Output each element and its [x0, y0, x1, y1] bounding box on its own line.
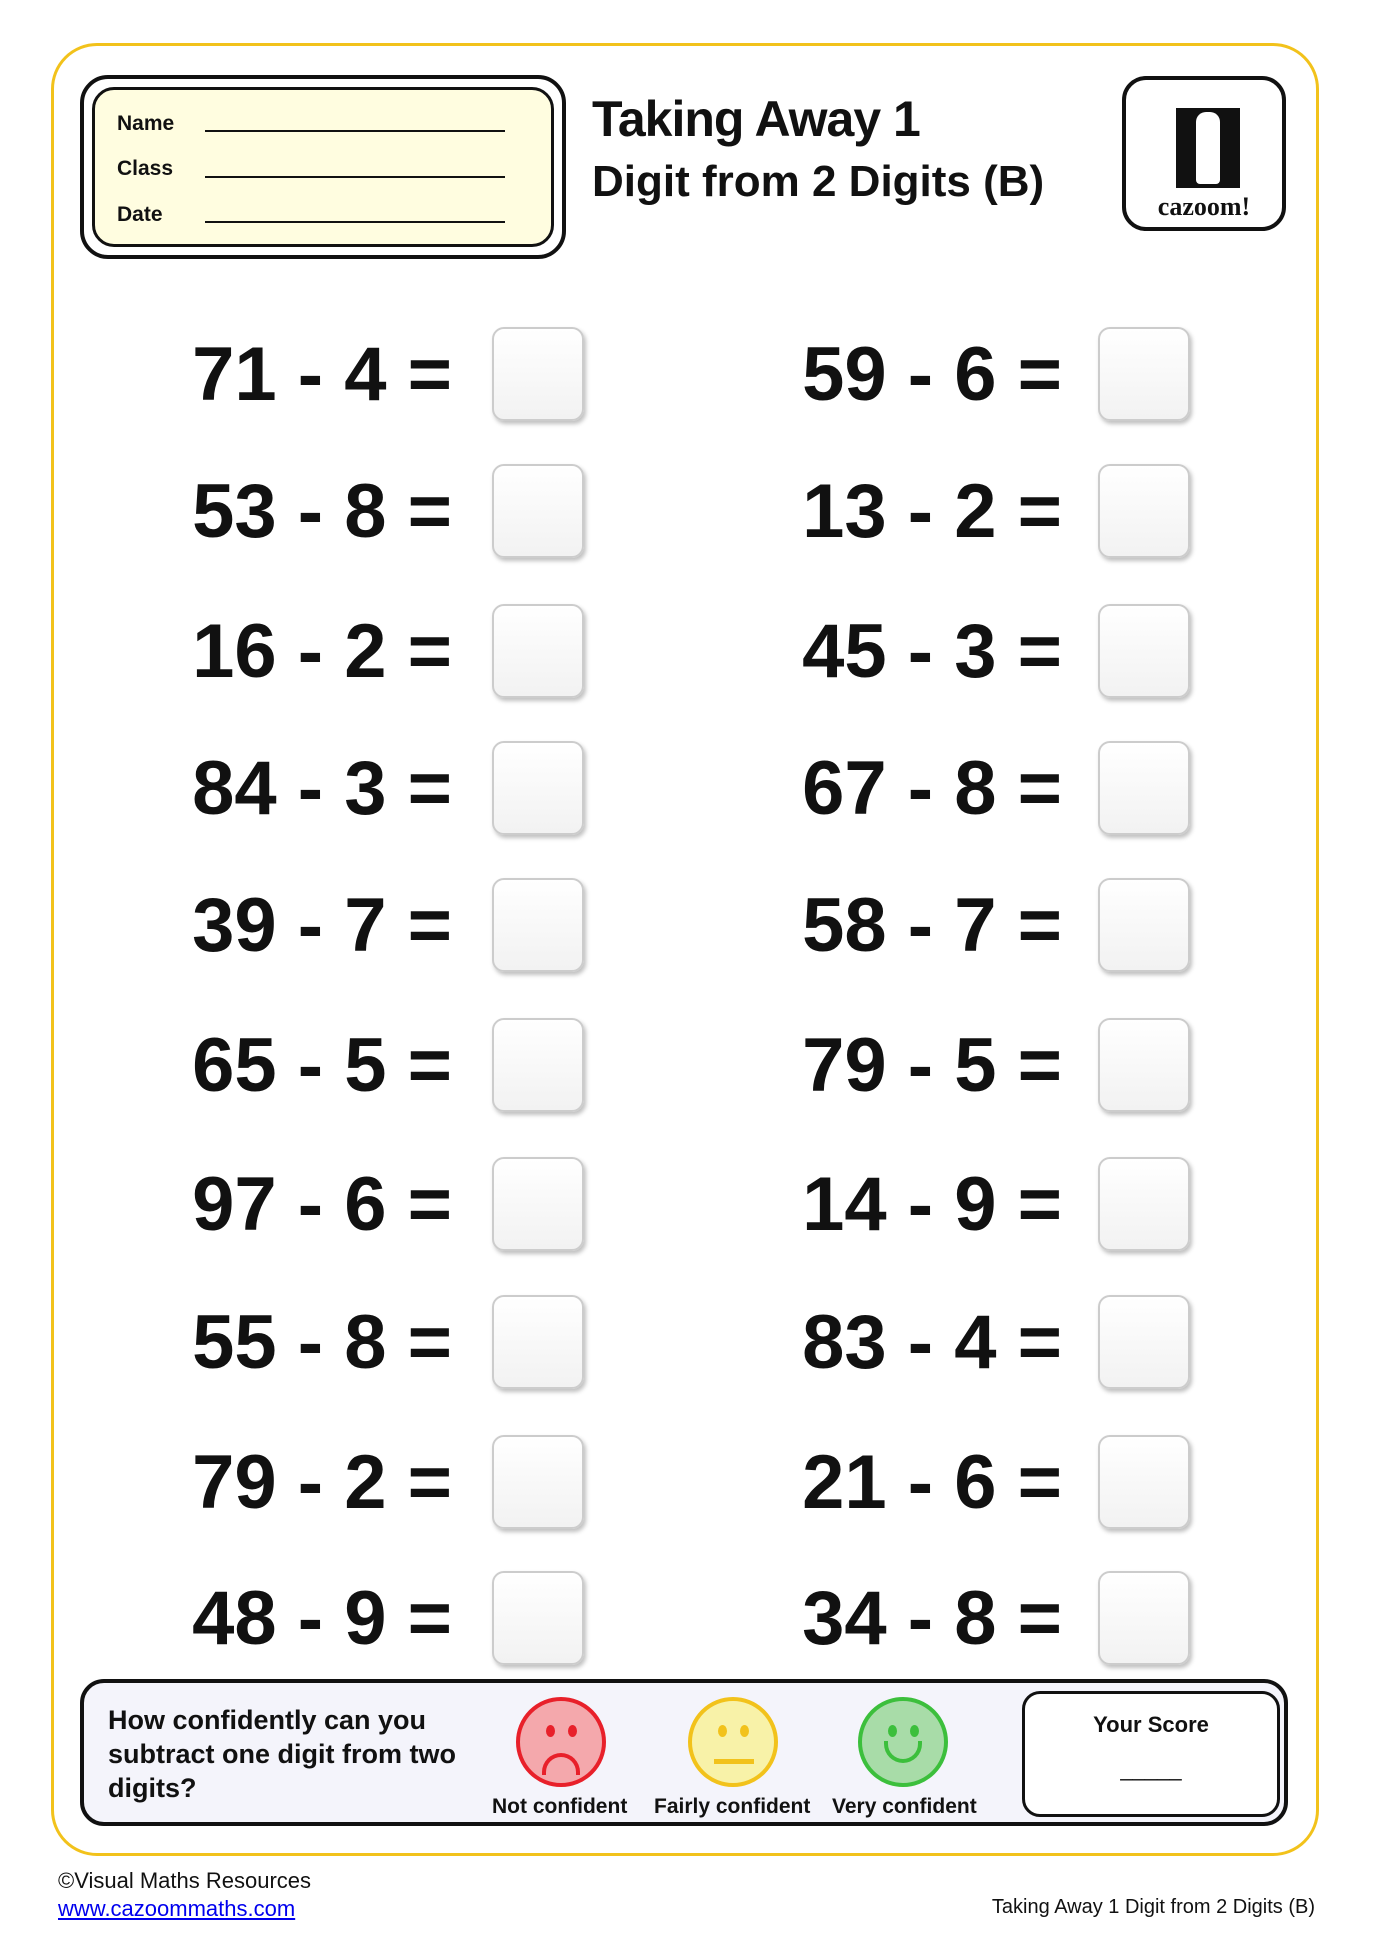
cazoom-logo: [1122, 76, 1286, 231]
problem-expression: 71 - 4 =: [192, 331, 452, 417]
problem-left-10: [112, 1568, 452, 1668]
problem-expression: 34 - 8 =: [802, 1575, 1062, 1661]
problem-right-7: [722, 1154, 1062, 1254]
answer-box[interactable]: [1098, 741, 1190, 835]
name-field[interactable]: [205, 130, 505, 132]
class-field[interactable]: [205, 176, 505, 178]
problem-expression: 14 - 9 =: [802, 1161, 1062, 1247]
score-box: [1022, 1691, 1280, 1817]
problem-expression: 83 - 4 =: [802, 1299, 1062, 1385]
problem-left-2: [112, 461, 452, 561]
answer-box[interactable]: [1098, 1295, 1190, 1389]
date-field[interactable]: [205, 221, 505, 223]
problem-left-8: [112, 1292, 452, 1392]
problem-right-5: [722, 875, 1062, 975]
score-label: Your Score: [1093, 1712, 1209, 1737]
problem-right-3: [722, 601, 1062, 701]
problem-left-6: [112, 1015, 452, 1115]
answer-box[interactable]: [1098, 327, 1190, 421]
sad-face-icon[interactable]: [516, 1697, 606, 1787]
confidence-question: How confidently can you subtract one digit from two digits?: [108, 1705, 456, 1803]
problem-right-6: [722, 1015, 1062, 1115]
problem-left-4: [112, 738, 452, 838]
logo-text: cazoom!: [1157, 192, 1251, 221]
problem-right-4: [722, 738, 1062, 838]
problem-expression: 67 - 8 =: [802, 745, 1062, 831]
student-info-box: [80, 75, 566, 259]
problem-expression: 65 - 5 =: [192, 1022, 452, 1108]
problem-expression: 79 - 2 =: [192, 1439, 452, 1525]
problem-expression: 79 - 5 =: [802, 1022, 1062, 1108]
answer-box[interactable]: [492, 1018, 584, 1112]
problem-right-2: [722, 461, 1062, 561]
worksheet-subtitle: Digit from 2 Digits (B): [592, 157, 1045, 206]
problem-left-7: [112, 1154, 452, 1254]
answer-box[interactable]: [1098, 464, 1190, 558]
neutral-face-icon[interactable]: [688, 1697, 778, 1787]
happy-face-icon[interactable]: [858, 1697, 948, 1787]
problem-expression: 16 - 2 =: [192, 608, 452, 694]
website-link[interactable]: www.cazoommaths.com: [58, 1896, 296, 1921]
problem-expression: 45 - 3 =: [802, 608, 1062, 694]
fairly-confident-label: Fairly confident: [654, 1795, 811, 1818]
answer-box[interactable]: [492, 464, 584, 558]
score-field[interactable]: _____: [1120, 1756, 1182, 1781]
problem-expression: 84 - 3 =: [192, 745, 452, 831]
worksheet-title: Taking Away 1: [592, 91, 920, 147]
confidence-panel: [80, 1679, 1288, 1826]
problem-left-3: [112, 601, 452, 701]
problem-expression: 48 - 9 =: [192, 1575, 452, 1661]
problem-expression: 97 - 6 =: [192, 1161, 452, 1247]
problem-right-10: [722, 1568, 1062, 1668]
copyright: ©Visual Maths Resources: [58, 1868, 312, 1893]
problem-expression: 39 - 7 =: [192, 882, 452, 968]
answer-box[interactable]: [1098, 878, 1190, 972]
answer-box[interactable]: [492, 1157, 584, 1251]
class-label: Class: [117, 157, 174, 180]
problem-left-5: [112, 875, 452, 975]
date-label: Date: [117, 203, 163, 226]
answer-box[interactable]: [1098, 1571, 1190, 1665]
answer-box[interactable]: [492, 1571, 584, 1665]
footer-title: Taking Away 1 Digit from 2 Digits (B): [991, 1896, 1315, 1918]
problem-expression: 13 - 2 =: [802, 468, 1062, 554]
problem-expression: 21 - 6 =: [802, 1439, 1062, 1525]
problem-expression: 58 - 7 =: [802, 882, 1062, 968]
answer-box[interactable]: [492, 878, 584, 972]
very-confident-label: Very confident: [832, 1795, 977, 1818]
problem-right-8: [722, 1292, 1062, 1392]
answer-box[interactable]: [492, 1295, 584, 1389]
name-label: Name: [117, 112, 175, 135]
answer-box[interactable]: [492, 604, 584, 698]
problem-left-1: [112, 324, 452, 424]
answer-box[interactable]: [1098, 1157, 1190, 1251]
answer-box[interactable]: [1098, 604, 1190, 698]
problem-left-9: [112, 1432, 452, 1532]
not-confident-label: Not confident: [492, 1795, 628, 1818]
answer-box[interactable]: [1098, 1018, 1190, 1112]
logo-icon: [1176, 108, 1240, 188]
answer-box[interactable]: [492, 741, 584, 835]
problem-expression: 59 - 6 =: [802, 331, 1062, 417]
answer-box[interactable]: [492, 327, 584, 421]
answer-box[interactable]: [1098, 1435, 1190, 1529]
answer-box[interactable]: [492, 1435, 584, 1529]
problem-expression: 55 - 8 =: [192, 1299, 452, 1385]
problem-right-9: [722, 1432, 1062, 1532]
problem-expression: 53 - 8 =: [192, 468, 452, 554]
problem-right-1: [722, 324, 1062, 424]
